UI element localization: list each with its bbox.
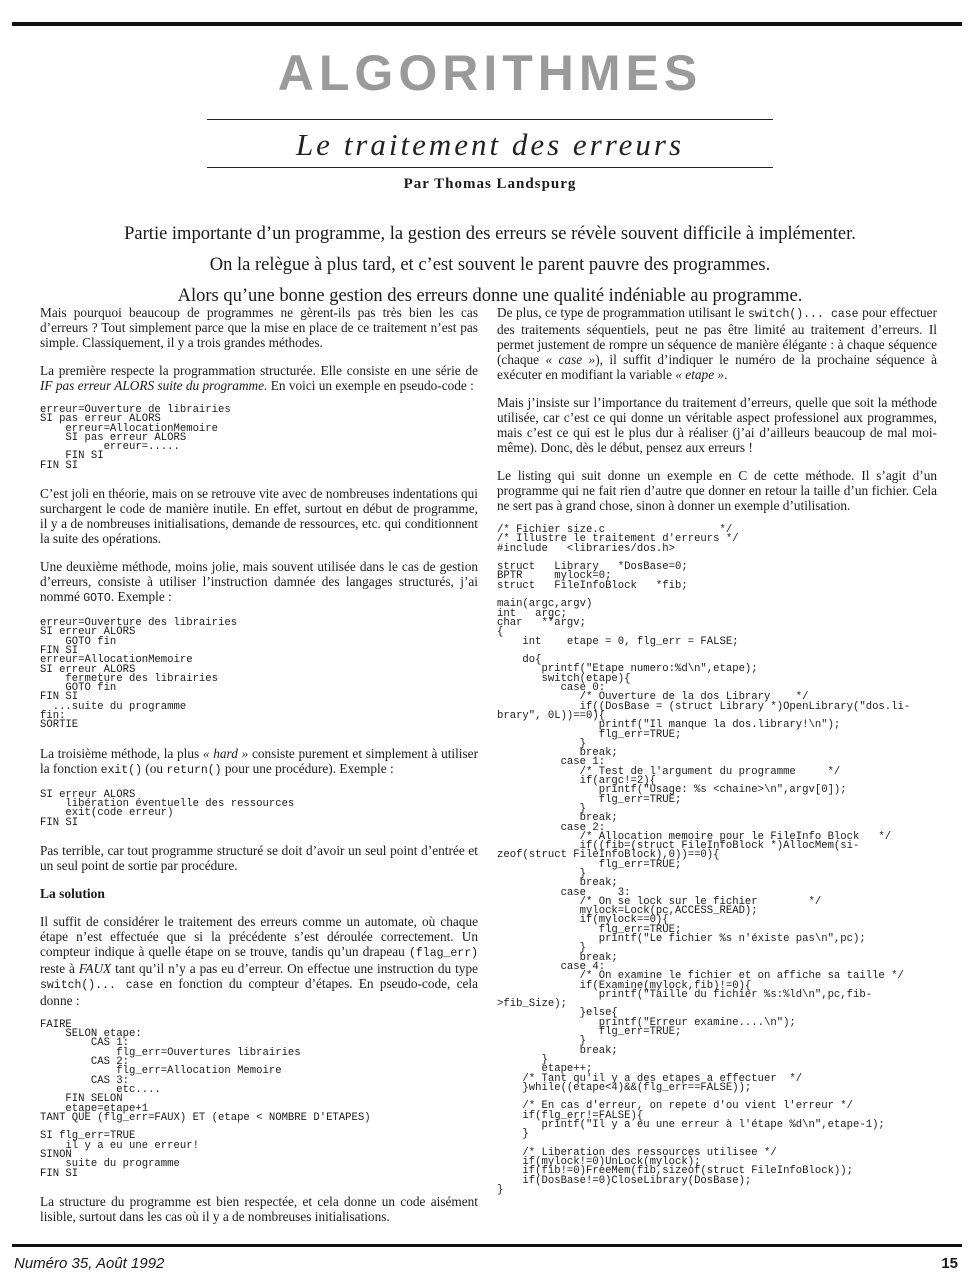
- intro-line-3: Alors qu’une bonne gestion des erreurs donne une qualité indéniable au programme.: [177, 286, 803, 306]
- paragraph: La première respecte la programmation structurée. Elle consiste en une série de IF pas erreur ALORS suite du programme. En voici un exemple en pseudo-code :: [40, 363, 478, 393]
- section-heading: ALGORITHMES: [277, 45, 703, 101]
- intro-line-1: Partie importante d’un programme, la gestion des erreurs se révèle souvent difficile à implémenter.: [124, 224, 856, 244]
- paragraph: La structure du programme est bien respectée, et cela donne un code aisément lisible, surtout dans les cas où il y a de nombreuses initialisations.: [40, 1193, 478, 1224]
- code-block: erreur=Ouverture de librairies SI pas erreur ALORS erreur=AllocationMemoire SI pas erreur ALORS erreur=..... FIN SI FIN SI: [40, 404, 231, 472]
- code-block: SI erreur ALORS libération éventuelle des ressources exit(code erreur) FIN SI: [40, 788, 295, 829]
- bottom-rule: [12, 1244, 962, 1247]
- paragraph: Le listing qui suit donne un exemple en C de cette méthode. Il s’agit d’un programme qui ne fait rien d’autre que donner en retour la taille d’un fichier. Cela ne sert pas à grand chose, sinon à donner un exemple d’utilisation.: [497, 468, 937, 513]
- code-listing: /* Fichier size.c */ /* Illustre le traitement d'erreurs */ #include <libraries/dos.h> struct Library *DosBase=0; BPTR mylock=0; struct FileInfoBlock *fib; main(argc,argv) int argc; char **argv; { int etape = 0, flg_err = FALSE; do{ printf("Etape numero:%d\n",etape); switch(etape){ case 0: /* Ouverture de la dos Library */ if((DosBase = (struct Library *)OpenLibrary("dos.li- brary", 0L))==0){ printf("Il manque la dos.library!\n"); flg_err=TRUE; } break; case 1: /* Test de l'argument du programme */ if(argc!=2){ printf("Usage: %s <chaine>\n",argv[0]); flg_err=TRUE; } break; case 2: /* Allocation memoire pour le FileInfo Block */ if((fib=(struct FileInfoBlock *)AllocMem(si- zeof(struct FileInfoBlock),0))==0){ flg_err=TRUE; } break; case 3: /* On se lock sur le fichier */ mylock=Lock(pc,ACCESS_READ); if(mylock==0){ flg_err=TRUE; printf("Le fichier %s n'éxiste pas\n",pc); } break; case 4: /* On examine le fichier et on affiche sa taille */ if(Examine(mylock,fib)!=0){ printf("Taille du fichier %s:%ld\n",pc,fib- >fib_Size); }else{ printf("Erreur examine....\n"); flg_err=TRUE; } break; } etape++; /* Tant qu'il y a des etapes a effectuer */ }while((etape<4)&&(flg_err==FALSE)); /* En cas d'erreur, on repete d'ou vient l'erreur */ if(flg_err!=FALSE){ printf("Il y a eu une erreur à l'étape %d\n",etape-1); } /* Liberation des ressources utilisee */ if(mylock!=0)UnLock(mylock); if(fib!=0)FreeMem(fib,sizeof(struct FileInfoBlock)); if(DosBase!=0)CloseLibrary(DosBase); }: [497, 524, 911, 1197]
- paragraph: De plus, ce type de programmation utilisant le switch()... case pour effectuer des traitements séquentiels, peut ne pas être limité au traitement d’erreurs. Il permet justement de rompre un séquence de manière élégante : à chaque séquence (chaque « case »), il suffit d’indiquer le numéro de la prochaine séquence à exécuter en modifiant la variable « etape ».: [497, 305, 938, 382]
- title-rule-bottom: [207, 167, 773, 168]
- issue-info: Numéro 35, Août 1992: [14, 1255, 165, 1272]
- code-block: erreur=Ouverture des librairies SI erreur ALORS GOTO fin FIN SI erreur=AllocationMemoire SI erreur ALORS fermeture des librairies GOTO fin FIN SI ...suite du programme fin: SORTIE: [40, 617, 238, 732]
- section-subheading: La solution: [40, 885, 105, 901]
- title-rule-top: [207, 119, 773, 120]
- paragraph: La troisième méthode, la plus « hard » consiste purement et simplement à utiliser la fonction exit() (ou return() pour une procédure). Exemple :: [40, 745, 478, 777]
- right-column: [497, 305, 937, 1210]
- paragraph: Mais j’insiste sur l’importance du traitement d’erreurs, quelle que soit la méthode utilisée, car c’est ce qui donne un véritable aspect professionel aux programmes, mais c’est ce qui est le plus dur à réaliser (j’ai d’ailleurs beaucoup de mal moi-même). Donc, dès le début, pensez aux erreurs !: [497, 395, 937, 455]
- page-number: 15: [941, 1255, 958, 1272]
- code-block: FAIRE SELON etape: CAS 1: flg_err=Ouvertures librairies CAS 2: flg_err=Allocation Memoire CAS 3: etc.... FIN SELON etape=etape+1 TANT QUE (flg_err=FAUX) ET (etape < NOMBRE D'ETAPES) SI flg_err=TRUE il y a eu une erreur! SINON suite du programme FIN SI: [40, 1018, 371, 1180]
- paragraph: Il suffit de considérer le traitement des erreurs comme un automate, où chaque étape n’est effectuée que si la précédente s’est déroulée correctement. Un compteur indique à quelle étape on se trouve, tandis qu’un drapeau (flag_err) reste à FAUX tant qu’il n’y a pas eu d’erreur. On effectue une instruction du type switch()... case en fonction du compteur d’étapes. En pseudo-code, cela donne :: [40, 913, 479, 1008]
- paragraph: C’est joli en théorie, mais on se retrouve vite avec de nombreuses indentations qui surchargent le code de manière inutile. En effet, surtout en début de programme, il y a de nombreuses initialisations, demande de ressources, etc. qui conditionnent la suite des opérations.: [40, 486, 478, 547]
- left-column: [40, 305, 478, 1237]
- paragraph: Pas terrible, car tout programme structuré se doit d’avoir un seul point d’entrée et un seul point de sortie par procédure.: [40, 842, 478, 873]
- top-rule: [12, 22, 962, 26]
- paragraph: Une deuxième méthode, moins jolie, mais souvent utilisée dans le cas de gestion d’erreurs, consiste à utiliser l’instruction damnée des langages structurés, j’ai nommé GOTO. Exemple :: [40, 559, 478, 606]
- article-title: Le traitement des erreurs: [295, 127, 685, 162]
- paragraph: Mais pourquoi beaucoup de programmes ne gèrent-ils pas très bien les cas d’erreurs ? Tout simplement parce que la mise en place de ce traitement n’est pas simple. Classiquement, il y a trois grandes méthodes.: [40, 305, 478, 350]
- intro-line-2: On la relègue à plus tard, et c’est souvent le parent pauvre des programmes.: [209, 255, 771, 275]
- article-author: Par Thomas Landspurg: [403, 176, 577, 192]
